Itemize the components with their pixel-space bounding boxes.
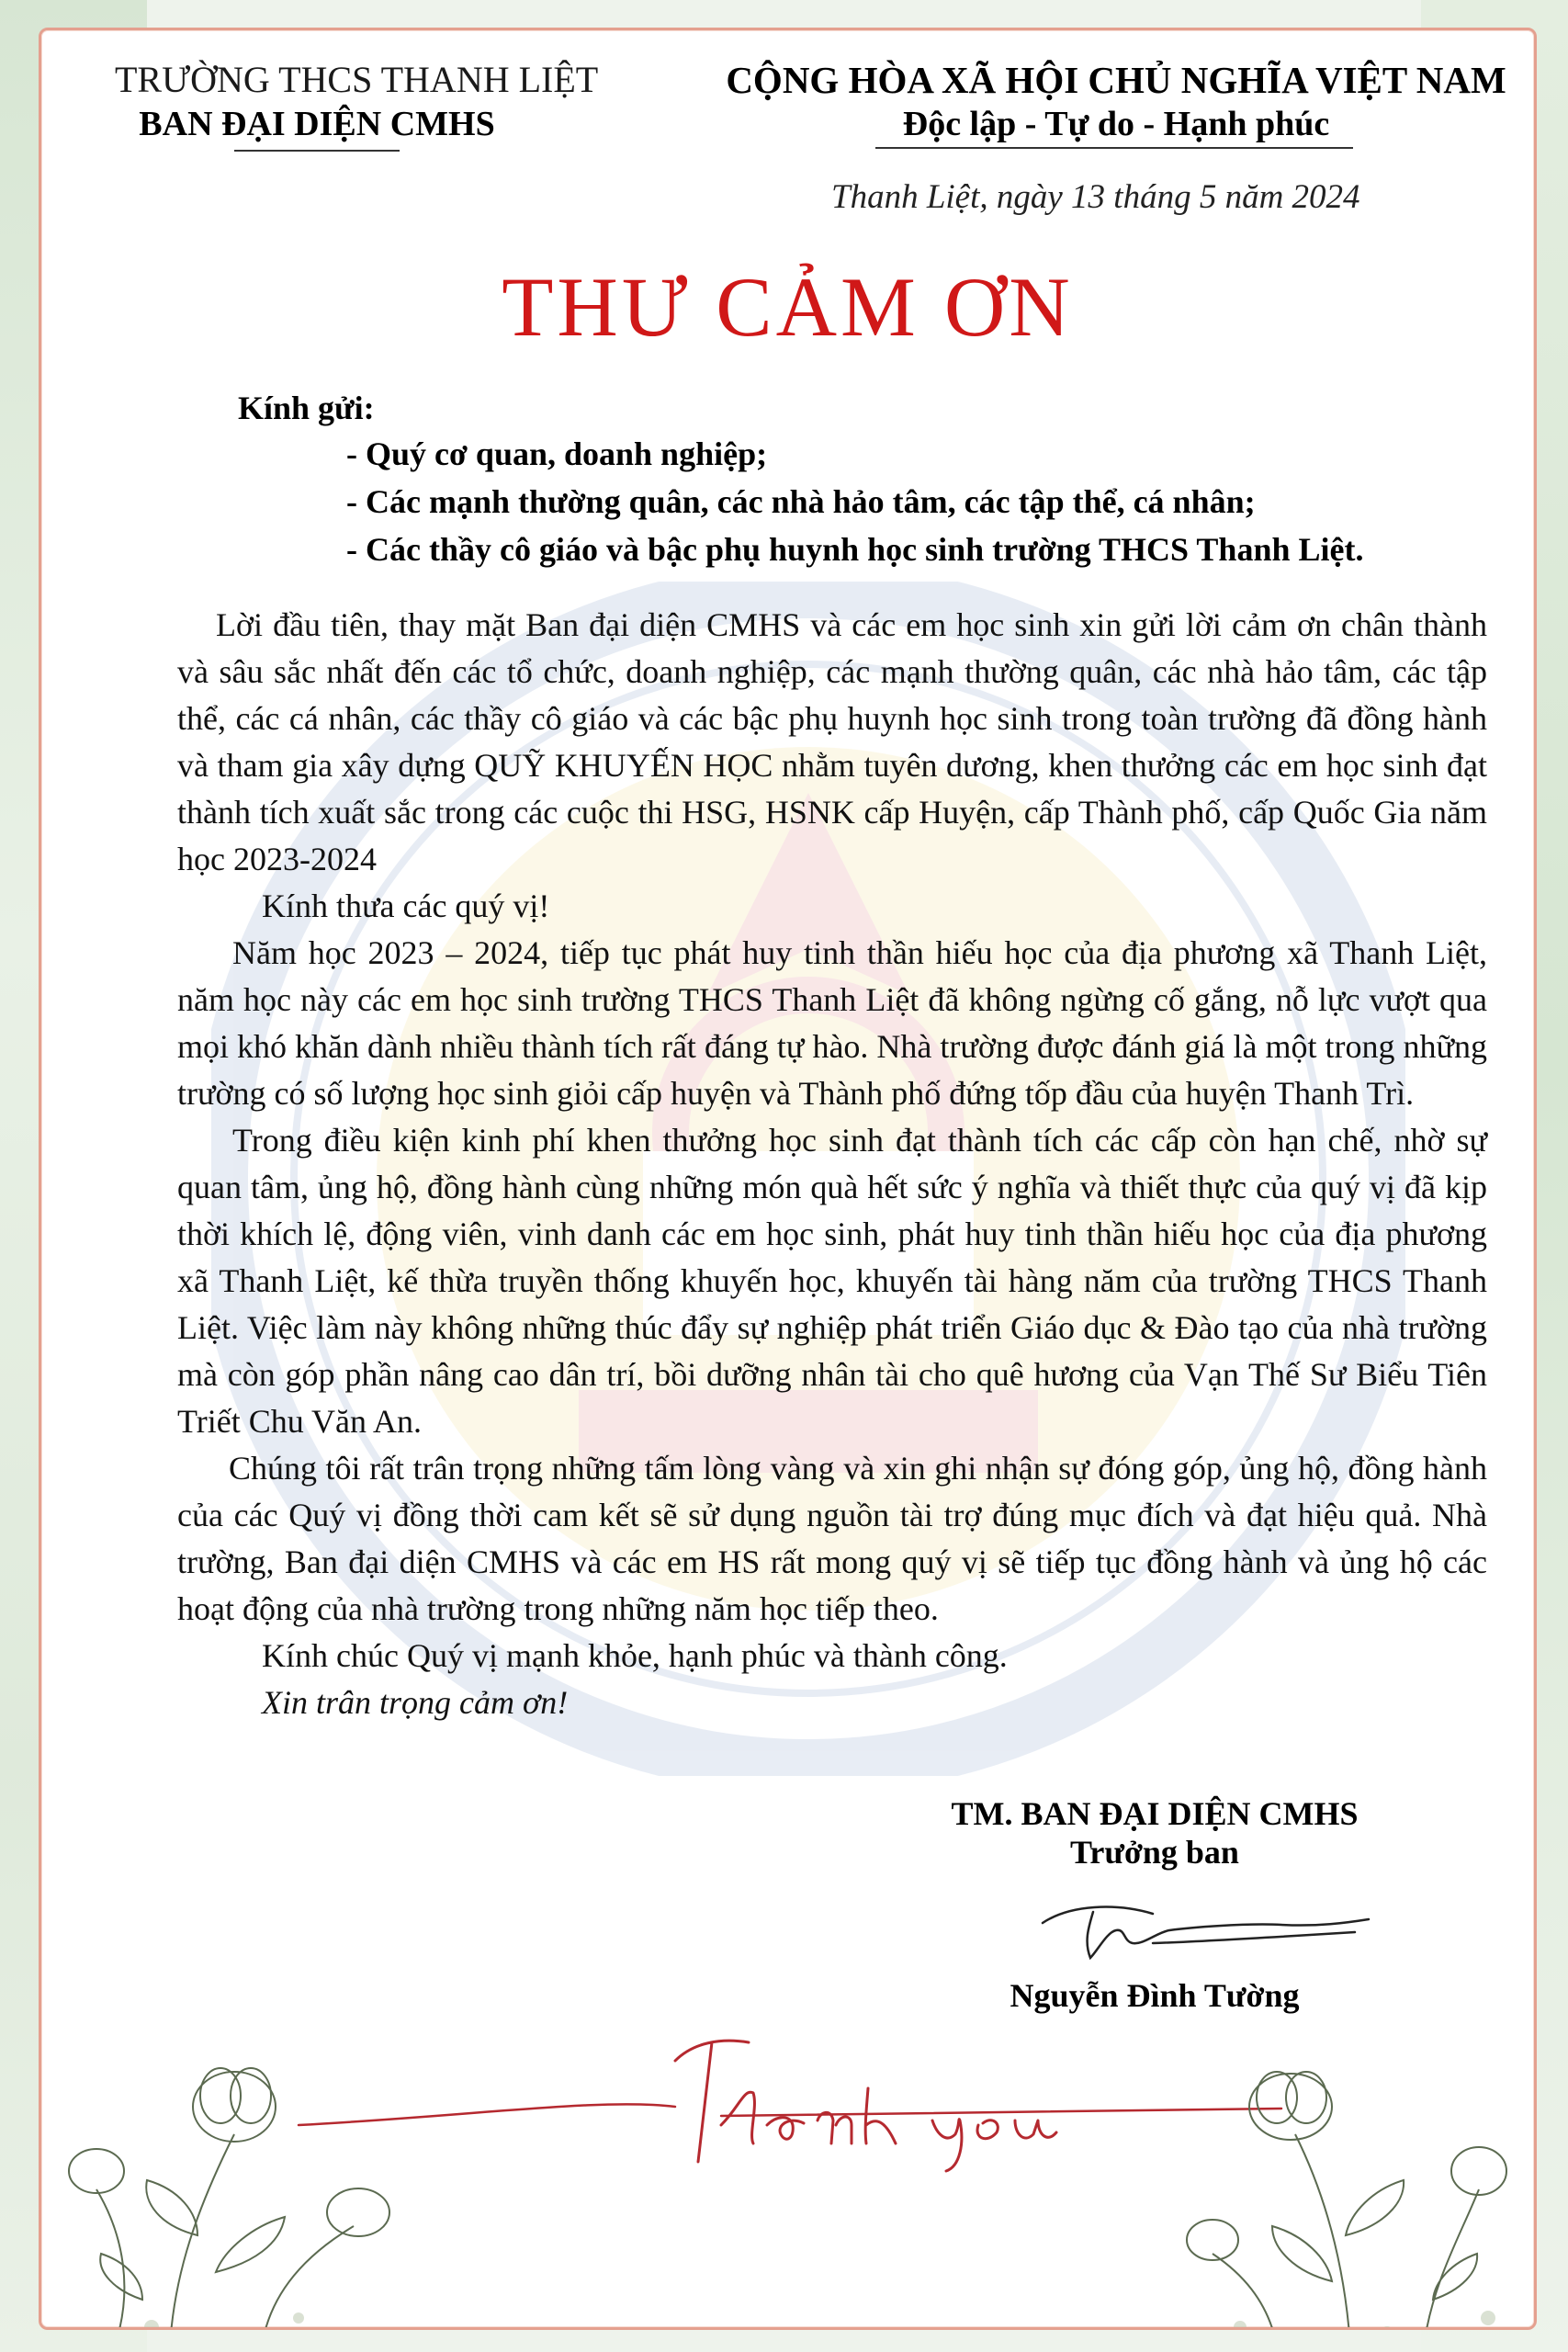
header-right-underline [875,147,1353,149]
school-name: TRƯỜNG THCS THANH LIỆT [115,59,599,100]
signature-role: Trưởng ban [1070,1834,1239,1871]
recipient-line: - Các thầy cô giáo và bậc phụ huynh học sinh trường THCS Thanh Liệt. [346,531,1364,568]
floral-decoration-right [1185,2006,1516,2330]
signature-name: Nguyễn Đình Tường [1010,1977,1300,2014]
national-motto: Độc lập - Tự do - Hạnh phúc [902,105,1330,143]
letter-paper [39,28,1537,2330]
recipient-line: - Các mạnh thường quân, các nhà hảo tâm, các tập thể, cá nhân; [346,483,1256,520]
body-greeting: Kính thưa các quý vị! [262,888,550,924]
committee-name: BAN ĐẠI DIỆN CMHS [139,105,495,143]
header-left-underline [234,150,400,152]
body-closing: Xin trân trọng cảm ơn! [262,1684,569,1721]
letter-title: THƯ CẢM ƠN [502,260,1074,354]
body-paragraph: Lời đầu tiên, thay mặt Ban đại diện CMHS và các em học sinh xin gửi lời cảm ơn chân thành và sâu sắc nhất đến các tổ chức, doanh nghiệp, các mạnh thường quân, các nhà hảo tâm, các tập thể, các cá nhân, các thầy cô giáo và các bậc phụ huynh học sinh trong toàn trường đã đồng hành và tham gia xây dựng QUỸ KHUYẾN HỌC nhằm tuyên dương, khen thưởng các em học sinh đạt thành tích xuất sắc trong các cuộc thi HSG, HSNK cấp Huyện, cấp Thành phố, cấp Quốc Gia năm học 2023-2024 [177,606,1487,877]
signature-organization: TM. BAN ĐẠI DIỆN CMHS [951,1795,1359,1832]
recipient-line: - Quý cơ quan, doanh nghiệp; [346,435,768,472]
salutation-label: Kính gửi: [238,390,375,426]
letter-date: Thanh Liệt, ngày 13 tháng 5 năm 2024 [831,178,1360,216]
national-title: CỘNG HÒA XÃ HỘI CHỦ NGHĨA VIỆT NAM [726,59,1506,101]
body-paragraph: Năm học 2023 – 2024, tiếp tục phát huy tinh thần hiếu học của địa phương xã Thanh Liệt, năm học này các em học sinh trường THCS Thanh Liệt đã không ngừng cố gắng, nỗ lực vượt qua mọi khó khăn dành nhiều thành tích rất đáng tự hào. Nhà trường được đánh giá là một trong những trường có số lượng học sinh giỏi cấp huyện và Thành phố đứng tốp đầu của huyện Thanh Trì. [177,934,1487,1112]
thank-you-script [289,2006,1300,2180]
handwritten-signature [1006,1886,1392,1969]
letter-body [177,602,1487,1726]
body-paragraph: Trong điều kiện kinh phí khen thưởng học sinh đạt thành tích các cấp còn hạn chế, nhờ sự quan tâm, ủng hộ, đồng hành cùng những món quà hết sức ý nghĩa và thiết thực của quý vị đã kịp thời khích lệ, động viên, vinh danh các em học sinh, phát huy tinh thần hiếu học của địa phương xã Thanh Liệt, kế thừa truyền thống khuyến học, khuyến tài hàng năm của trường THCS Thanh Liệt. Việc làm này không những thúc đẩy sự nghiệp phát triển Giáo dục & Đào tạo của nhà trường mà còn góp phần nâng cao dân trí, bồi dưỡng nhân tài cho quê hương của Vạn Thế Sư Biểu Tiên Triết Chu Văn An. [177,1122,1487,1440]
body-paragraph: Chúng tôi rất trân trọng những tấm lòng vàng và xin ghi nhận sự đóng góp, ủng hộ, đồng hành của các Quý vị đồng thời cam kết sẽ sử dụng nguồn tài trợ đúng mục đích và đạt hiệu quả. Nhà trường, Ban đại diện CMHS và các em HS rất mong quý vị sẽ tiếp tục đồng hành và ủng hộ các hoạt động của nhà trường trong những năm học tiếp theo. [177,1450,1487,1627]
body-wishes: Kính chúc Quý vị mạnh khỏe, hạnh phúc và thành công. [262,1637,1008,1674]
